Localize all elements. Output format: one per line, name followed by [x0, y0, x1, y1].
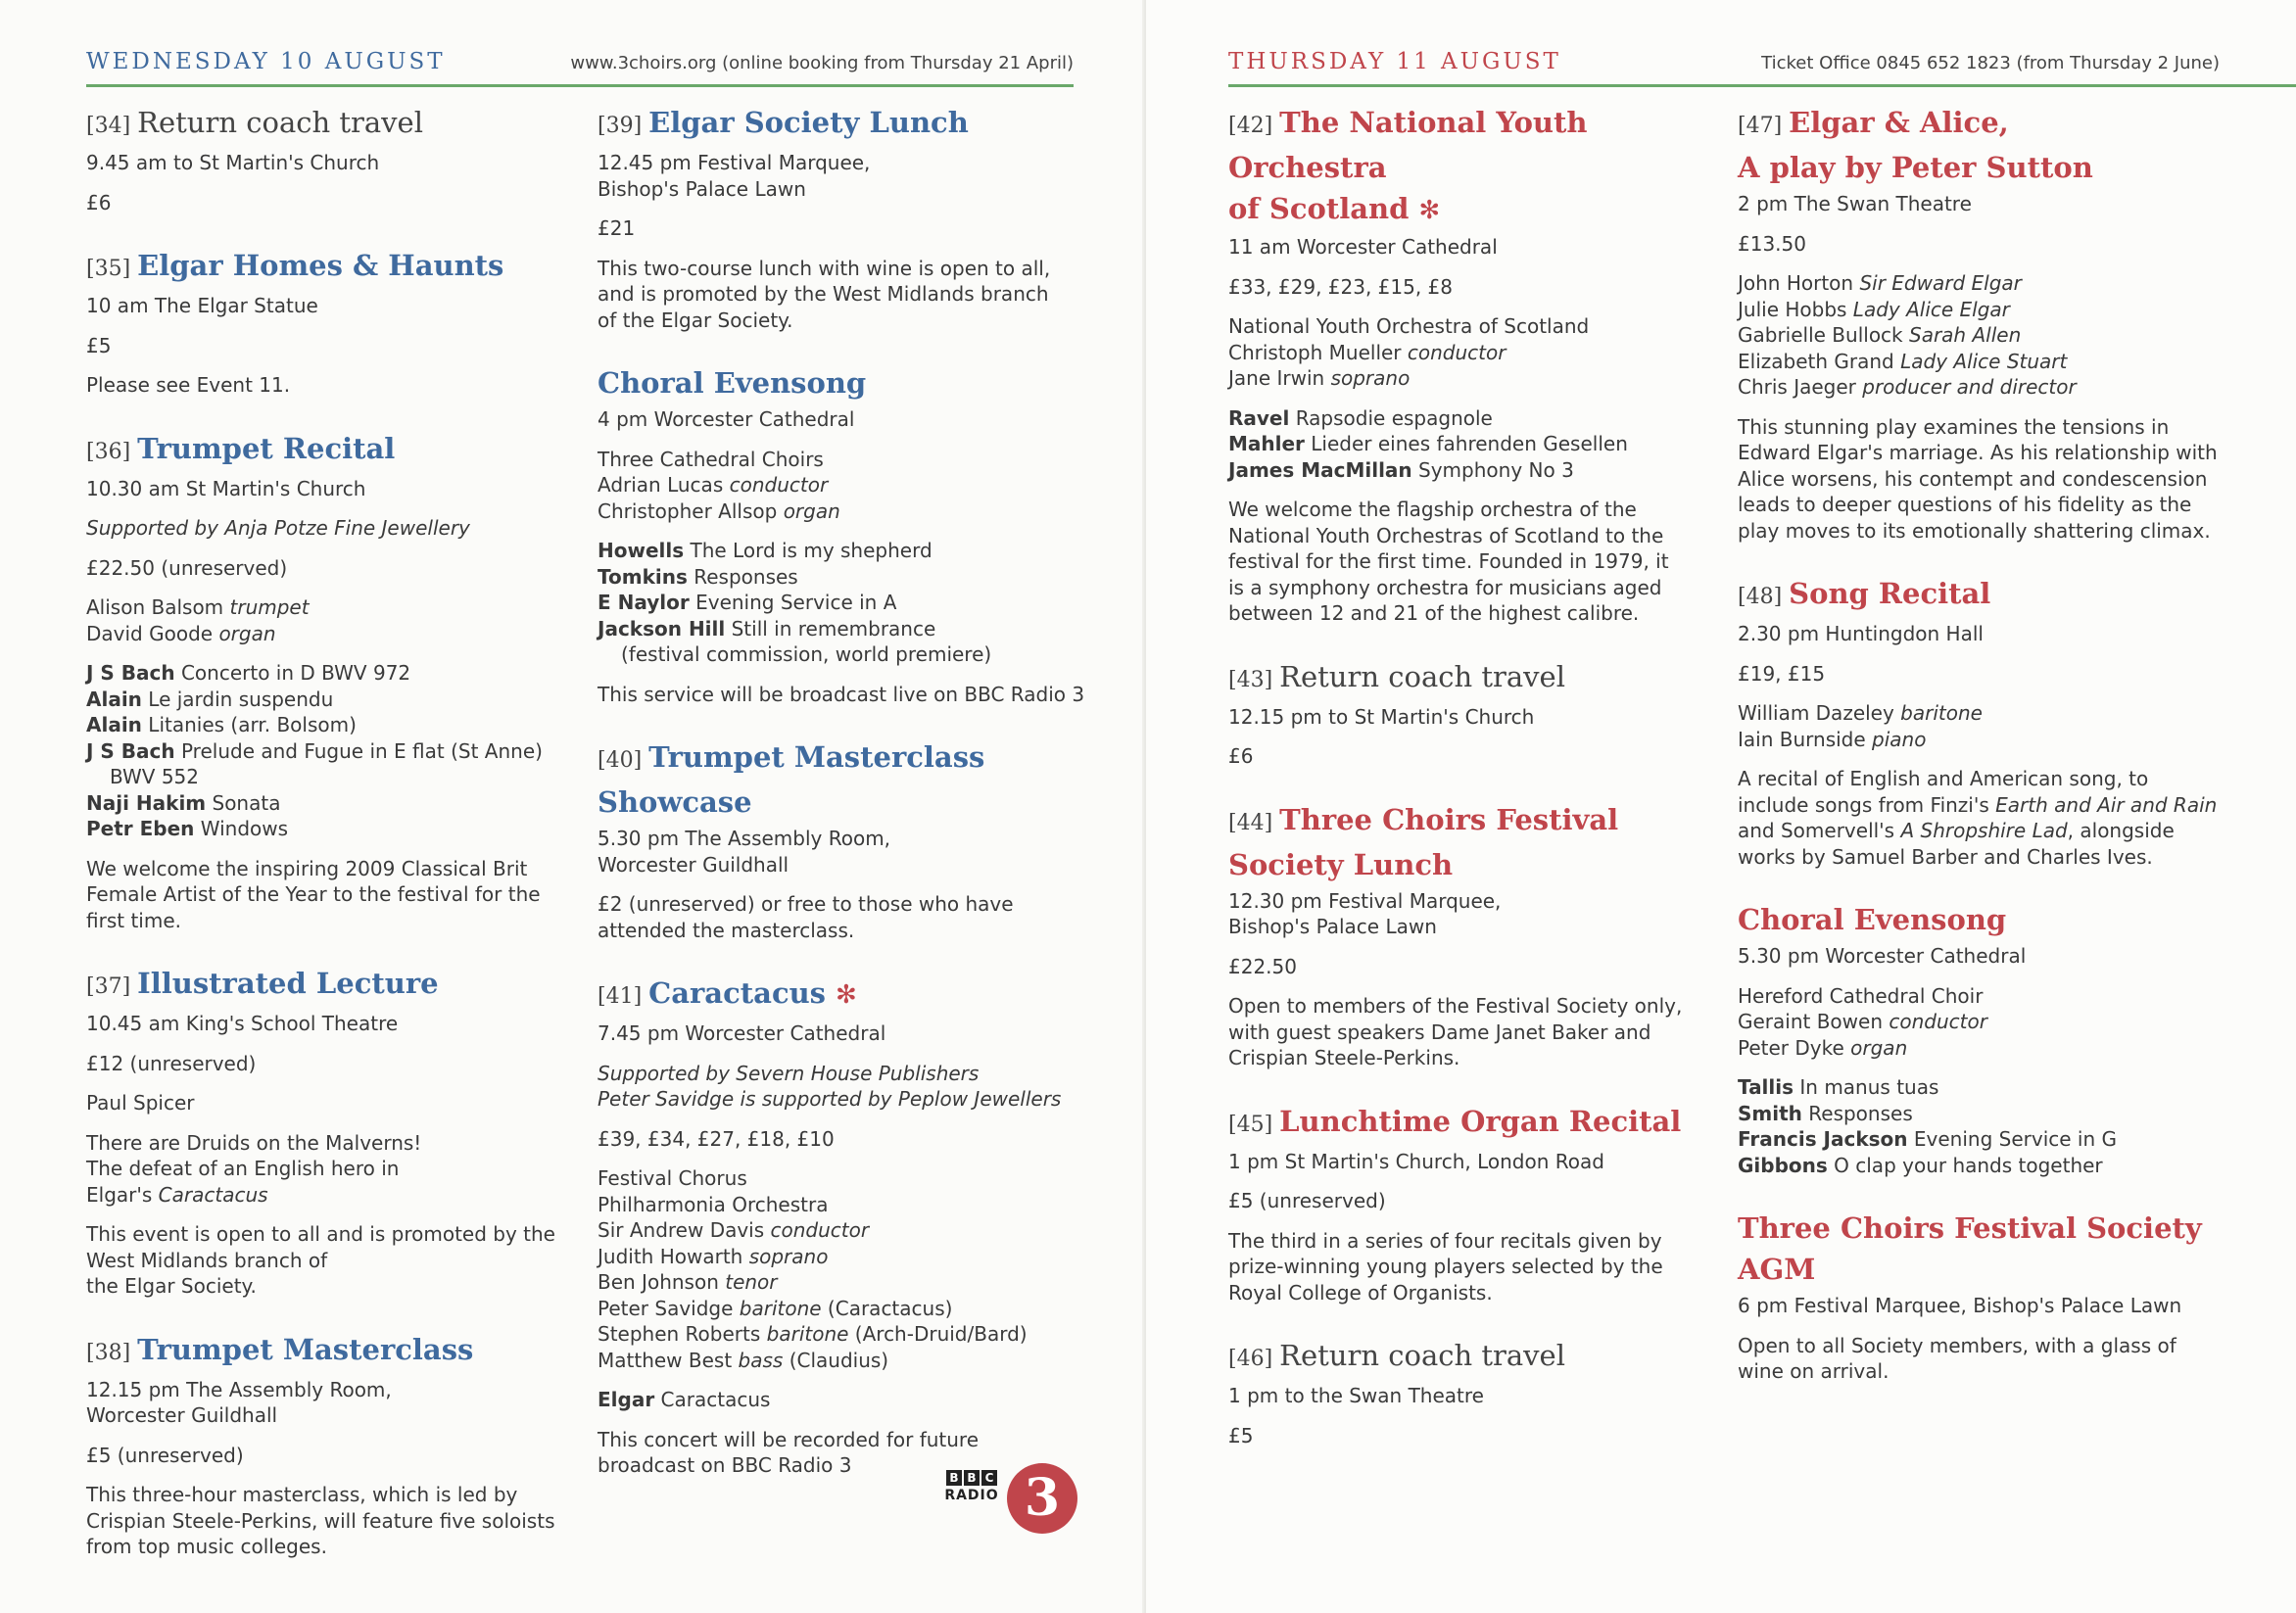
- event-title-text: Caractacus: [648, 976, 827, 1010]
- event-line: Iain Burnside piano: [1738, 727, 1927, 751]
- event-line: Please see Event 11.: [86, 373, 291, 397]
- event-line: Geraint Bowen conductor: [1738, 1010, 1987, 1033]
- event-number: [36]: [86, 439, 138, 464]
- event-line: Worcester Guildhall: [598, 852, 789, 877]
- event-line: 12.45 pm Festival Marquee,: [598, 151, 871, 174]
- event-line: £21: [598, 216, 636, 240]
- event-title-text-line2: Society Lunch: [1228, 847, 1454, 881]
- event-line: Supported by Severn House Publishers: [598, 1061, 980, 1085]
- event-line: Gibbons O clap your hands together: [1738, 1153, 2103, 1177]
- event-title-text: Elgar Homes & Haunts: [137, 249, 504, 282]
- event-line: £39, £34, £27, £18, £10: [598, 1126, 835, 1151]
- event-line: Chris Jaeger producer and director: [1738, 375, 2077, 399]
- event-title-text: Illustrated Lecture: [137, 967, 439, 1000]
- event-line: 10.30 am St Martin's Church: [86, 476, 366, 500]
- event-title: [1738, 573, 2247, 618]
- event-block: [86, 1329, 576, 1560]
- event-title-text-line2: of Scotland: [1228, 192, 1410, 225]
- event-line: Christopher Allsop organ: [598, 498, 840, 523]
- event-line: We welcome the inspiring 2009 Classical Brit: [86, 856, 528, 880]
- event-line: £6: [86, 190, 112, 214]
- event-line: There are Druids on the Malverns!: [86, 1130, 422, 1155]
- right-page: [1146, 0, 2296, 1613]
- event-line: Worcester Guildhall: [86, 1403, 278, 1427]
- event-line: Alice worsens, his contempt and condescension: [1738, 466, 2208, 491]
- event-title: [1228, 1335, 1718, 1380]
- event-line: Supported by Anja Potze Fine Jewellery: [86, 516, 470, 540]
- event-line: £5 (unreserved): [86, 1443, 244, 1467]
- event-line: prize-winning young players selected by the: [1228, 1255, 1663, 1278]
- event-line: This service will be broadcast live on BBC Radio 3: [598, 682, 1085, 706]
- event-line: Paul Spicer: [86, 1091, 195, 1115]
- event-title-text: Three Choirs Festival Society AGM: [1738, 1211, 2202, 1286]
- event-line: Bishop's Palace Lawn: [598, 176, 806, 201]
- event-title: [1228, 799, 1718, 885]
- event-line: The defeat of an English hero in: [86, 1157, 400, 1180]
- event-line: Smith Responses: [1738, 1101, 1913, 1125]
- event-title-text: Three Choirs Festival: [1279, 802, 1619, 836]
- event-line: £13.50: [1738, 231, 1806, 256]
- left-date: WEDNESDAY 10 AUGUST: [86, 49, 446, 74]
- bbc-blocks: [946, 1470, 997, 1486]
- event-line: 1 pm St Martin's Church, London Road: [1228, 1149, 1604, 1173]
- event-number: [39]: [598, 114, 649, 138]
- event-number: [44]: [1228, 810, 1280, 835]
- event-line: Female Artist of the Year to the festival for the: [86, 882, 541, 906]
- event-title-text: Return coach travel: [137, 106, 423, 139]
- event-number: [45]: [1228, 1112, 1280, 1137]
- event-line: Tallis In manus tuas: [1738, 1075, 1939, 1099]
- event-block: [1228, 656, 1718, 770]
- event-number: [48]: [1738, 585, 1790, 609]
- event-title: [86, 102, 576, 147]
- event-line: include songs from Finzi's Earth and Air and Rain: [1738, 792, 2218, 817]
- event-line: Naji Hakim Sonata: [86, 790, 281, 815]
- event-block: [86, 963, 576, 1300]
- event-block: [86, 428, 576, 934]
- event-line: National Youth Orchestras of Scotland to the: [1228, 523, 1664, 547]
- event-line: Stephen Roberts baritone (Arch-Druid/Bard): [598, 1322, 1028, 1346]
- event-title-text: Trumpet Recital: [137, 431, 396, 465]
- event-title-text: Return coach travel: [1279, 1339, 1565, 1372]
- event-line: West Midlands branch of: [86, 1248, 328, 1272]
- event-line: leads to deeper questions of his fidelity as the: [1738, 493, 2192, 516]
- event-line: Sir Andrew Davis conductor: [598, 1218, 870, 1242]
- event-title-text-line2: A play by Peter Sutton: [1738, 151, 2093, 184]
- event-line: and Somervell's A Shropshire Lad, alongside: [1738, 819, 2175, 842]
- event-line: 12.15 pm to St Martin's Church: [1228, 704, 1535, 729]
- event-line: £5: [1228, 1423, 1254, 1447]
- event-line: £12 (unreserved): [86, 1051, 257, 1075]
- event-line: Edward Elgar's marriage. As his relationship with: [1738, 441, 2218, 464]
- event-title-text: Choral Evensong: [1738, 903, 2007, 936]
- event-block: [598, 102, 1087, 333]
- event-title-text: The National Youth Orchestra: [1228, 106, 1588, 184]
- event-line: £22.50 (unreserved): [86, 555, 288, 580]
- event-line: John Horton Sir Edward Elgar: [1738, 271, 2022, 295]
- event-line: festival for the first time. Founded in 1979, it: [1228, 549, 1669, 573]
- event-line: Elgar Caractacus: [598, 1388, 771, 1411]
- event-block: [1228, 102, 1718, 627]
- event-line: Mahler Lieder eines fahrenden Gesellen: [1228, 432, 1628, 455]
- event-title-text: Trumpet Masterclass Showcase: [598, 740, 985, 819]
- event-line: Elgar's Caractacus: [86, 1182, 268, 1207]
- event-line: Crispian Steele-Perkins, will feature five soloists: [86, 1508, 555, 1533]
- radio3-circle-icon: 3: [1007, 1463, 1077, 1534]
- event-title: [86, 1329, 576, 1374]
- right-column-1: [1228, 102, 1718, 1478]
- event-line: 1 pm to the Swan Theatre: [1228, 1384, 1484, 1407]
- event-title-text: Elgar & Alice,: [1789, 106, 2009, 139]
- event-block: [598, 736, 1087, 943]
- event-line: 2.30 pm Huntingdon Hall: [1738, 622, 1984, 645]
- event-line: Jane Irwin soprano: [1228, 366, 1411, 390]
- event-line: Open to all Society members, with a glass of: [1738, 1333, 2176, 1357]
- event-number: [46]: [1228, 1347, 1280, 1371]
- event-line: broadcast on BBC Radio 3: [598, 1453, 852, 1477]
- event-line: Peter Dyke organ: [1738, 1035, 1908, 1060]
- event-line: David Goode organ: [86, 621, 276, 645]
- radio-label: RADIO: [944, 1488, 999, 1503]
- event-number: [40]: [598, 748, 649, 773]
- left-column-2: [598, 102, 1087, 1508]
- event-block: [1228, 1101, 1718, 1306]
- asterisk-icon: ✻: [836, 980, 857, 1010]
- event-line: 5.30 pm Worcester Cathedral: [1738, 944, 2027, 968]
- event-line: Bishop's Palace Lawn: [1228, 915, 1437, 938]
- event-line: 12.30 pm Festival Marquee,: [1228, 888, 1502, 913]
- event-line: £5: [86, 333, 112, 357]
- event-line: first time.: [86, 908, 181, 932]
- event-line: This event is open to all and is promoted by the: [86, 1222, 555, 1246]
- event-line: Tomkins Responses: [598, 564, 798, 589]
- event-line: play moves to its emotionally shattering climax.: [1738, 518, 2211, 543]
- event-line: Howells The Lord is my shepherd: [598, 539, 933, 562]
- event-line: Alison Balsom trumpet: [86, 595, 310, 619]
- event-line: 2 pm The Swan Theatre: [1738, 192, 1972, 215]
- event-line: Alain Le jardin suspendu: [86, 687, 334, 711]
- event-line: Petr Eben Windows: [86, 817, 289, 840]
- event-line: Peter Savidge is supported by Peplow Jewellers: [598, 1087, 1062, 1111]
- event-line: 10.45 am King's School Theatre: [86, 1012, 399, 1035]
- left-website-info: www.3choirs.org (online booking from Thursday 21 April): [570, 53, 1074, 73]
- event-line: Jackson Hill Still in remembrance: [598, 616, 936, 640]
- event-title-text: Trumpet Masterclass: [137, 1332, 474, 1366]
- event-line: James MacMillan Symphony No 3: [1228, 457, 1574, 482]
- event-number: [43]: [1228, 667, 1280, 692]
- event-line: Julie Hobbs Lady Alice Elgar: [1738, 297, 2010, 321]
- event-line: Festival Chorus: [598, 1166, 747, 1190]
- event-line: £33, £29, £23, £15, £8: [1228, 274, 1454, 299]
- event-line: 11 am Worcester Cathedral: [1228, 235, 1498, 259]
- event-line: Adrian Lucas conductor: [598, 473, 829, 497]
- event-block: [1738, 573, 2247, 870]
- event-block: [1738, 899, 2247, 1178]
- event-block: [598, 973, 1087, 1479]
- event-line: Open to members of the Festival Society only,: [1228, 994, 1683, 1018]
- event-line: Christoph Mueller conductor: [1228, 340, 1507, 364]
- event-line: and is promoted by the West Midlands branch: [598, 282, 1049, 306]
- event-title: [1738, 1208, 2247, 1290]
- event-line: This three-hour masterclass, which is led by: [86, 1483, 518, 1506]
- event-block: [86, 102, 576, 215]
- event-number: [35]: [86, 257, 138, 281]
- event-line: wine on arrival.: [1738, 1359, 1889, 1383]
- event-line: We welcome the flagship orchestra of the: [1228, 498, 1637, 521]
- event-number: [42]: [1228, 114, 1280, 138]
- event-title: [1228, 1101, 1718, 1146]
- right-column-2: [1738, 102, 2247, 1414]
- event-block: [598, 362, 1087, 707]
- event-line: Alain Litanies (arr. Bolsom): [86, 713, 357, 736]
- event-line: with guest speakers Dame Janet Baker and: [1228, 1020, 1651, 1044]
- event-line: Gabrielle Bullock Sarah Allen: [1738, 323, 2022, 347]
- event-line: Crispian Steele-Perkins.: [1228, 1046, 1460, 1069]
- left-column-1: [86, 102, 576, 1589]
- event-line: attended the masterclass.: [598, 918, 855, 942]
- event-line: 12.15 pm The Assembly Room,: [86, 1377, 392, 1401]
- left-page: [0, 0, 1146, 1613]
- event-line: Matthew Best bass (Claudius): [598, 1348, 889, 1372]
- event-title: [598, 362, 1087, 403]
- event-line: Royal College of Organists.: [1228, 1280, 1493, 1305]
- event-line: Peter Savidge baritone (Caractacus): [598, 1296, 953, 1320]
- event-line: £5 (unreserved): [1228, 1189, 1386, 1212]
- event-line: £22.50: [1228, 954, 1297, 978]
- event-line: Philharmonia Orchestra: [598, 1192, 829, 1216]
- event-line: This stunning play examines the tensions in: [1738, 414, 2170, 439]
- event-title: [86, 963, 576, 1008]
- event-block: [1738, 102, 2247, 544]
- event-line: J S Bach Concerto in D BWV 972: [86, 661, 411, 685]
- event-title: [86, 428, 576, 473]
- left-header-rule: [86, 84, 1074, 87]
- bbc-letter: B: [946, 1470, 962, 1486]
- event-line: This two-course lunch with wine is open to all,: [598, 256, 1051, 280]
- event-line: Elizabeth Grand Lady Alice Stuart: [1738, 349, 2068, 373]
- event-line: 10 am The Elgar Statue: [86, 294, 318, 317]
- event-line: the Elgar Society.: [86, 1274, 257, 1298]
- event-line: (festival commission, world premiere): [621, 642, 992, 666]
- event-number: [34]: [86, 114, 138, 138]
- event-line: This concert will be recorded for future: [598, 1427, 980, 1451]
- event-line: of the Elgar Society.: [598, 308, 793, 332]
- event-line: 6 pm Festival Marquee, Bishop's Palace Lawn: [1738, 1294, 2182, 1317]
- event-line: A recital of English and American song, to: [1738, 767, 2149, 790]
- event-title-text: Return coach travel: [1279, 659, 1565, 693]
- event-block: [1228, 1335, 1718, 1448]
- bbc-letter: B: [964, 1470, 980, 1486]
- event-line: £19, £15: [1738, 661, 1826, 686]
- bbc-letter: C: [981, 1470, 997, 1486]
- event-title-text: Lunchtime Organ Recital: [1279, 1104, 1682, 1138]
- event-title: [86, 245, 576, 290]
- event-line: 4 pm Worcester Cathedral: [598, 407, 855, 431]
- event-line: Hereford Cathedral Choir: [1738, 983, 1984, 1008]
- event-line: £6: [1228, 744, 1254, 768]
- ticket-office-info: Ticket Office 0845 652 1823 (from Thursday 2 June): [1761, 53, 2220, 73]
- event-line: National Youth Orchestra of Scotland: [1228, 314, 1590, 338]
- event-line: 5.30 pm The Assembly Room,: [598, 827, 891, 850]
- event-line: William Dazeley baritone: [1738, 701, 1983, 725]
- event-line: Three Cathedral Choirs: [598, 447, 824, 471]
- event-line: BWV 552: [110, 765, 199, 788]
- event-title: [598, 102, 1087, 147]
- event-line: between 12 and 21 of the highest calibre.: [1228, 601, 1640, 625]
- event-line: E Naylor Evening Service in A: [598, 591, 897, 614]
- event-line: is a symphony orchestra for musicians aged: [1228, 575, 1662, 599]
- event-line: £2 (unreserved) or free to those who have: [598, 892, 1014, 916]
- event-title: [1228, 102, 1718, 231]
- event-title: [598, 973, 1087, 1018]
- event-title: [1738, 899, 2247, 940]
- event-number: [38]: [86, 1340, 138, 1365]
- event-block: [1228, 799, 1718, 1071]
- event-line: The third in a series of four recitals given by: [1228, 1228, 1662, 1253]
- event-line: J S Bach Prelude and Fugue in E flat (St Anne): [86, 738, 543, 763]
- event-title-text: Choral Evensong: [598, 366, 867, 400]
- event-line: Ravel Rapsodie espagnole: [1228, 405, 1493, 430]
- right-header: [1228, 49, 2220, 88]
- event-title: [598, 736, 1087, 823]
- event-number: [41]: [598, 984, 649, 1009]
- event-block: [1738, 1208, 2247, 1385]
- event-title: [1228, 656, 1718, 701]
- event-line: Judith Howarth soprano: [598, 1244, 829, 1268]
- event-line: Francis Jackson Evening Service in G: [1738, 1127, 2118, 1151]
- event-block: [86, 245, 576, 399]
- event-title-text: Song Recital: [1789, 577, 1991, 610]
- left-header: [86, 49, 1074, 88]
- event-line: Ben Johnson tenor: [598, 1270, 778, 1294]
- event-title-text: Elgar Society Lunch: [648, 106, 969, 139]
- event-number: [37]: [86, 974, 138, 999]
- event-line: works by Samuel Barber and Charles Ives.: [1738, 844, 2153, 869]
- event-title: [1738, 102, 2247, 188]
- right-date: THURSDAY 11 AUGUST: [1228, 49, 1561, 74]
- event-line: from top music colleges.: [86, 1535, 327, 1558]
- event-line: 9.45 am to St Martin's Church: [86, 151, 380, 174]
- right-header-rule: [1228, 84, 2296, 87]
- event-line: 7.45 pm Worcester Cathedral: [598, 1021, 886, 1045]
- event-number: [47]: [1738, 114, 1790, 138]
- asterisk-icon: ✻: [1418, 196, 1441, 225]
